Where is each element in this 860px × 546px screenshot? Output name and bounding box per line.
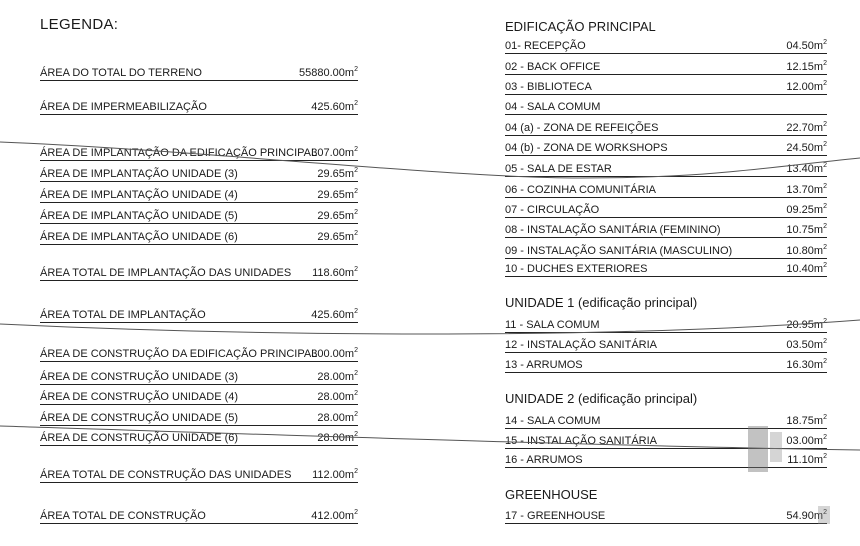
unit-exponent: 2: [823, 203, 827, 210]
area-value: [317, 411, 358, 425]
unit-exponent: 2: [823, 80, 827, 87]
unit-exponent: 2: [354, 167, 358, 174]
unit-exponent: 2: [354, 390, 358, 397]
area-label: ÁREA TOTAL DE IMPLANTAÇÃO DAS UNIDADES: [40, 267, 292, 279]
unit-exponent: 2: [823, 318, 827, 325]
area-value: [786, 141, 827, 155]
area-row: [505, 358, 827, 373]
area-number: 12.00: [786, 81, 814, 93]
unit-m: m: [344, 67, 355, 79]
area-label: 04 (b) - ZONA DE WORKSHOPS: [505, 142, 668, 154]
area-number: 03.50: [786, 339, 814, 351]
unit-exponent: 2: [354, 308, 358, 315]
area-number: 18.75: [786, 415, 814, 427]
area-value: [317, 230, 358, 244]
unit-m: m: [813, 415, 824, 427]
unit-m: m: [813, 204, 824, 216]
area-number: 12.15: [786, 61, 814, 73]
area-row: [40, 167, 358, 182]
area-value: [786, 318, 827, 332]
unit-exponent: 2: [354, 411, 358, 418]
area-number: 16.30: [786, 359, 814, 371]
area-value: [786, 60, 827, 74]
unit-exponent: 2: [354, 347, 358, 354]
area-value: [311, 100, 358, 114]
area-value: [786, 39, 827, 53]
unit-m: m: [344, 267, 355, 279]
area-number: 28.00: [317, 432, 345, 444]
area-label: ÁREA DE CONSTRUÇÃO UNIDADE (3): [40, 371, 239, 383]
area-label: ÁREA DE CONSTRUÇÃO UNIDADE (5): [40, 412, 239, 424]
area-number: 24.50: [786, 142, 814, 154]
area-value: [312, 468, 358, 482]
area-row: [505, 80, 827, 95]
area-number: 13.40: [786, 163, 814, 175]
area-row: [505, 318, 827, 333]
area-number: 29.65: [317, 231, 345, 243]
area-value: [312, 266, 358, 280]
unit-m: m: [344, 231, 355, 243]
unit-m: m: [813, 263, 824, 275]
area-row: [505, 121, 827, 136]
area-row: [40, 468, 358, 483]
section-title: EDIFICAÇÃO PRINCIPAL: [505, 19, 656, 34]
area-row: [505, 60, 827, 75]
area-label: 04 (a) - ZONA DE REFEIÇÕES: [505, 122, 659, 134]
legend-title: LEGENDA:: [40, 16, 119, 33]
area-number: 28.00: [317, 371, 345, 383]
area-label: 09 - INSTALAÇÃO SANITÁRIA (MASCULINO): [505, 245, 733, 257]
area-row: [40, 230, 358, 245]
area-label: 05 - SALA DE ESTAR: [505, 163, 612, 175]
unit-exponent: 2: [354, 230, 358, 237]
area-label: 15 - INSTALAÇÃO SANITÁRIA: [505, 435, 658, 447]
area-value: [311, 347, 358, 361]
area-row: [40, 411, 358, 426]
unit-m: m: [813, 81, 824, 93]
unit-m: m: [813, 435, 824, 447]
unit-m: m: [344, 371, 355, 383]
area-row: [40, 431, 358, 446]
area-value: [317, 431, 358, 445]
area-label: ÁREA DE CONSTRUÇÃO UNIDADE (6): [40, 432, 239, 444]
area-number: 13.70: [786, 184, 814, 196]
unit-exponent: 2: [354, 146, 358, 153]
unit-exponent: 2: [823, 183, 827, 190]
unit-m: m: [344, 469, 355, 481]
unit-m: m: [813, 224, 824, 236]
area-label: ÁREA DO TOTAL DO TERRENO: [40, 67, 202, 79]
area-label: ÁREA DE IMPLANTAÇÃO UNIDADE (4): [40, 189, 238, 201]
unit-exponent: 2: [354, 431, 358, 438]
area-label: 12 - INSTALAÇÃO SANITÁRIA: [505, 339, 658, 351]
unit-m: m: [813, 339, 824, 351]
unit-m: m: [813, 61, 824, 73]
area-label: 10 - DUCHES EXTERIORES: [505, 263, 648, 275]
area-value: [317, 390, 358, 404]
area-number: 300.00: [311, 348, 345, 360]
area-label: ÁREA DE IMPLANTAÇÃO DA EDIFICAÇÃO PRINCIPAL: [40, 147, 318, 159]
area-row: [505, 434, 827, 449]
area-row: [40, 308, 358, 323]
unit-m: m: [813, 163, 824, 175]
section-title: GREENHOUSE: [505, 487, 598, 502]
area-label: 03 - BIBLIOTECA: [505, 81, 592, 93]
area-value: [786, 244, 827, 258]
unit-exponent: 2: [354, 266, 358, 273]
area-label: 17 - GREENHOUSE: [505, 510, 606, 522]
unit-m: m: [344, 348, 355, 360]
area-number: 29.65: [317, 189, 345, 201]
unit-exponent: 2: [823, 121, 827, 128]
section-title: UNIDADE 2 (edificação principal): [505, 391, 698, 406]
area-label: 13 - ARRUMOS: [505, 359, 583, 371]
area-label: ÁREA TOTAL DE CONSTRUÇÃO DAS UNIDADES: [40, 469, 292, 481]
area-row: [505, 244, 827, 259]
unit-m: m: [344, 147, 355, 159]
area-label: ÁREA DE IMPLANTAÇÃO UNIDADE (6): [40, 231, 238, 243]
area-value: [786, 338, 827, 352]
area-row: [40, 188, 358, 203]
area-value: [787, 453, 827, 467]
area-label: ÁREA DE CONSTRUÇÃO DA EDIFICAÇÃO PRINCIPAL: [40, 348, 318, 360]
unit-exponent: 2: [354, 100, 358, 107]
unit-exponent: 2: [823, 509, 827, 516]
area-number: 412.00: [311, 510, 345, 522]
unit-exponent: 2: [823, 338, 827, 345]
area-value: [786, 262, 827, 276]
area-number: 04.50: [786, 40, 814, 52]
unit-exponent: 2: [823, 262, 827, 269]
area-label: 01- RECEPÇÃO: [505, 40, 586, 52]
unit-m: m: [813, 184, 824, 196]
area-value: [786, 358, 827, 372]
area-number: 10.80: [786, 245, 814, 257]
area-label: ÁREA DE IMPLANTAÇÃO UNIDADE (5): [40, 210, 238, 222]
area-value: [311, 308, 358, 322]
area-number: 10.75: [786, 224, 814, 236]
area-value: [786, 80, 827, 94]
area-number: 28.00: [317, 391, 345, 403]
area-row: [505, 162, 827, 177]
area-value: [786, 183, 827, 197]
unit-exponent: 2: [823, 141, 827, 148]
area-number: 20.95: [786, 319, 814, 331]
area-number: 55880.00: [299, 67, 345, 79]
area-label: ÁREA TOTAL DE IMPLANTAÇÃO: [40, 309, 206, 321]
area-value: [786, 414, 827, 428]
area-number: 307.00: [311, 147, 345, 159]
area-number: 425.60: [311, 309, 345, 321]
unit-m: m: [344, 432, 355, 444]
area-label: ÁREA DE IMPERMEABILIZAÇÃO: [40, 101, 207, 113]
unit-m: m: [344, 101, 355, 113]
unit-exponent: 2: [823, 39, 827, 46]
area-number: 54.90: [786, 510, 814, 522]
area-row: [505, 338, 827, 353]
area-label: 08 - INSTALAÇÃO SANITÁRIA (FEMININO): [505, 224, 721, 236]
area-value: [299, 66, 358, 80]
area-number: 425.60: [311, 101, 345, 113]
unit-exponent: 2: [823, 414, 827, 421]
area-number: 10.40: [786, 263, 814, 275]
unit-exponent: 2: [354, 209, 358, 216]
unit-m: m: [344, 391, 355, 403]
unit-m: m: [344, 210, 355, 222]
area-number: 03.00: [786, 435, 814, 447]
area-value: [786, 162, 827, 176]
area-number: 09.25: [786, 204, 814, 216]
unit-m: m: [813, 122, 824, 134]
area-row: [40, 66, 358, 81]
unit-exponent: 2: [354, 188, 358, 195]
area-value: [786, 121, 827, 135]
area-label: 11 - SALA COMUM: [505, 319, 600, 331]
unit-exponent: 2: [354, 66, 358, 73]
unit-m: m: [813, 319, 824, 331]
area-label: 16 - ARRUMOS: [505, 454, 583, 466]
unit-exponent: 2: [354, 509, 358, 516]
area-label: ÁREA DE CONSTRUÇÃO UNIDADE (4): [40, 391, 239, 403]
area-label: ÁREA TOTAL DE CONSTRUÇÃO: [40, 510, 206, 522]
area-row: [40, 209, 358, 224]
unit-exponent: 2: [823, 434, 827, 441]
unit-exponent: 2: [354, 468, 358, 475]
area-label: 06 - COZINHA COMUNITÁRIA: [505, 184, 656, 196]
area-number: 29.65: [317, 168, 345, 180]
unit-m: m: [813, 142, 824, 154]
unit-m: m: [813, 359, 824, 371]
area-row: [505, 262, 827, 277]
unit-m: m: [344, 189, 355, 201]
area-value: [317, 370, 358, 384]
area-row: [505, 509, 827, 524]
area-row: [505, 453, 827, 468]
unit-m: m: [813, 454, 824, 466]
area-value: [317, 167, 358, 181]
area-value: [311, 509, 358, 523]
area-row: [505, 203, 827, 218]
area-row: [40, 100, 358, 115]
area-label: 07 - CIRCULAÇÃO: [505, 204, 600, 216]
unit-exponent: 2: [823, 244, 827, 251]
area-value: [317, 209, 358, 223]
area-row: [505, 183, 827, 198]
area-label: ÁREA DE IMPLANTAÇÃO UNIDADE (3): [40, 168, 238, 180]
area-row: [505, 141, 827, 156]
area-row: [40, 146, 358, 161]
area-label: 02 - BACK OFFICE: [505, 61, 601, 73]
unit-m: m: [813, 510, 824, 522]
area-value: [311, 146, 358, 160]
unit-m: m: [344, 168, 355, 180]
area-row: [40, 266, 358, 281]
area-value: [786, 509, 827, 523]
unit-m: m: [344, 309, 355, 321]
unit-exponent: 2: [823, 60, 827, 67]
area-value: [786, 223, 827, 237]
area-number: 11.10: [787, 454, 814, 466]
area-row: [40, 390, 358, 405]
area-row: [40, 370, 358, 385]
unit-exponent: 2: [823, 453, 827, 460]
area-row: [505, 100, 827, 115]
unit-m: m: [813, 40, 824, 52]
area-number: 118.60: [312, 267, 345, 279]
area-value: [786, 434, 827, 448]
area-value: [317, 188, 358, 202]
area-value: [786, 203, 827, 217]
area-number: 28.00: [317, 412, 345, 424]
area-number: 112.00: [312, 469, 345, 481]
unit-m: m: [344, 412, 355, 424]
area-row: [505, 223, 827, 238]
unit-exponent: 2: [823, 223, 827, 230]
area-label: 04 - SALA COMUM: [505, 101, 601, 113]
unit-exponent: 2: [354, 370, 358, 377]
area-row: [40, 509, 358, 524]
area-number: 29.65: [317, 210, 345, 222]
unit-exponent: 2: [823, 358, 827, 365]
unit-m: m: [344, 510, 355, 522]
unit-m: m: [813, 245, 824, 257]
area-label: 14 - SALA COMUM: [505, 415, 601, 427]
unit-exponent: 2: [823, 162, 827, 169]
area-row: [505, 39, 827, 54]
area-number: 22.70: [786, 122, 814, 134]
area-row: [40, 347, 358, 362]
section-title: UNIDADE 1 (edificação principal): [505, 295, 698, 310]
area-row: [505, 414, 827, 429]
